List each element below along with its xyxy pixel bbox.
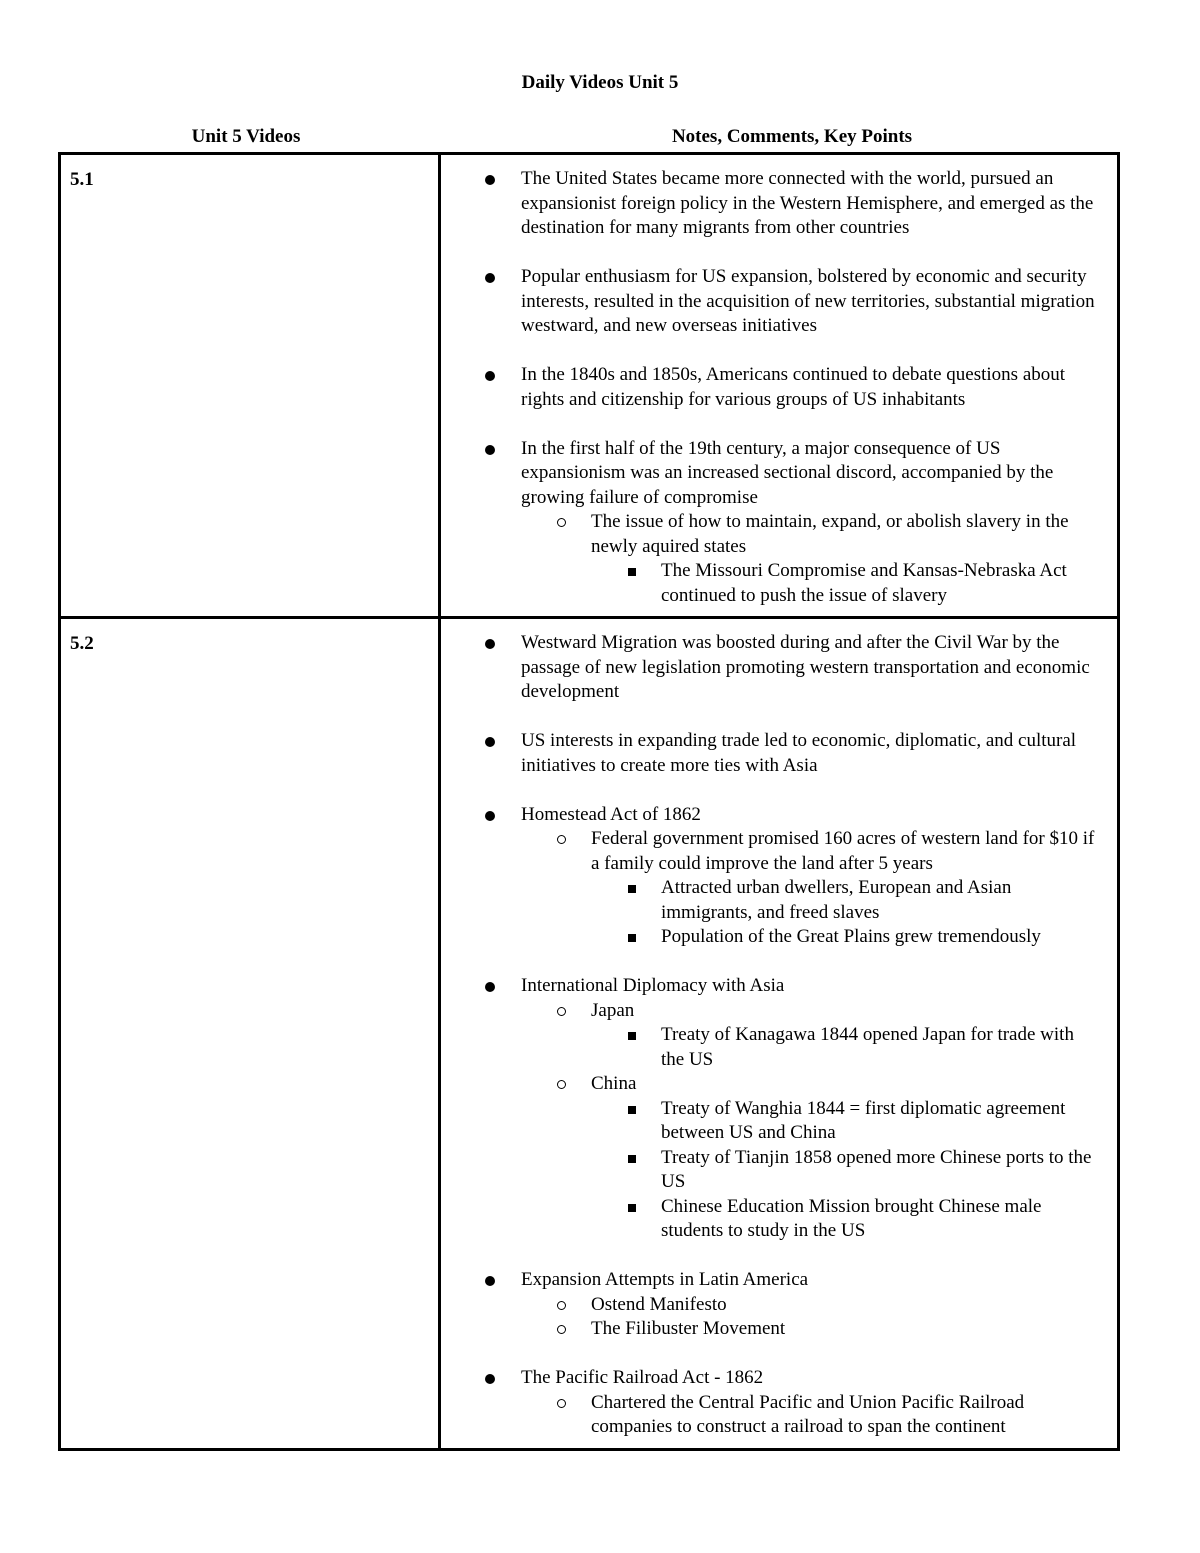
bullet-text: China [591, 1073, 637, 1094]
video-number-cell: 5.1 [60, 154, 440, 618]
bullet-item-level-2 [521, 1317, 1101, 1342]
table-row [60, 154, 1119, 618]
bullet-item-level-1 [441, 1268, 1101, 1342]
bullet-text: The Filibuster Movement [591, 1318, 786, 1339]
video-number-cell: 5.2 [60, 618, 440, 1450]
bullet-item-level-3 [591, 559, 1101, 608]
square-bullet-icon [628, 1204, 636, 1212]
column-header-videos: Unit 5 Videos [191, 126, 301, 147]
hollow-circle-bullet-icon [557, 1325, 566, 1334]
bullet-text: The issue of how to maintain, expand, or abolish slavery in the newly aquired states [591, 511, 1069, 557]
bullet-item-level-1 [441, 803, 1101, 950]
bullet-item-level-2 [521, 510, 1101, 608]
square-bullet-icon [628, 1032, 636, 1040]
bullet-text: US interests in expanding trade led to economic, diplomatic, and cultural initiatives to create more ties with Asia [521, 730, 1077, 776]
bullet-text: Attracted urban dwellers, European and Asian immigrants, and freed slaves [661, 877, 1012, 923]
filled-circle-bullet-icon [485, 175, 495, 185]
square-bullet-icon [628, 568, 636, 576]
bullet-text: The Pacific Railroad Act - 1862 [521, 1367, 764, 1388]
bullet-item-level-1 [441, 729, 1101, 778]
bullet-item-level-1 [441, 437, 1101, 609]
bullet-item-level-2 [521, 1293, 1101, 1318]
hollow-circle-bullet-icon [557, 1301, 566, 1310]
bullet-text: Population of the Great Plains grew tremendously [661, 926, 1041, 947]
hollow-circle-bullet-icon [557, 1399, 566, 1408]
filled-circle-bullet-icon [485, 445, 495, 455]
filled-circle-bullet-icon [485, 1276, 495, 1286]
hollow-circle-bullet-icon [557, 835, 566, 844]
bullet-item-level-3 [591, 1146, 1101, 1195]
bullet-text: International Diplomacy with Asia [521, 975, 785, 996]
filled-circle-bullet-icon [485, 639, 495, 649]
bullet-item-level-2 [521, 1391, 1101, 1440]
bullet-item-level-2 [521, 999, 1101, 1073]
bullet-item-level-1 [441, 167, 1101, 241]
square-bullet-icon [628, 1106, 636, 1114]
bullet-text: Westward Migration was boosted during and after the Civil War by the passage of new legislation promoting western transportation and economic development [521, 632, 1090, 702]
filled-circle-bullet-icon [485, 811, 495, 821]
bullet-item-level-1 [441, 363, 1101, 412]
bullet-text: In the first half of the 19th century, a major consequence of US expansionism was an increased sectional discord, accompanied by the growing failure of compromise [521, 437, 1054, 508]
square-bullet-icon [628, 934, 636, 942]
bullet-text: Homestead Act of 1862 [521, 803, 701, 825]
bullet-item-level-2 [521, 827, 1101, 950]
bullet-item-level-1 [441, 631, 1101, 705]
bullet-text: Expansion Attempts in Latin America [521, 1269, 809, 1290]
hollow-circle-bullet-icon [557, 1080, 566, 1089]
bullet-text: Treaty of Tianjin 1858 opened more Chinese ports to the US [661, 1146, 1092, 1192]
hollow-circle-bullet-icon [557, 518, 566, 527]
square-bullet-icon [628, 885, 636, 893]
bullet-item-level-3 [591, 1023, 1101, 1072]
bullet-item-level-2 [521, 1072, 1101, 1244]
document-title: Daily Videos Unit 5 [521, 72, 679, 93]
bullet-item-level-3 [591, 1097, 1101, 1146]
filled-circle-bullet-icon [485, 273, 495, 283]
bullet-item-level-1 [441, 974, 1101, 1244]
filled-circle-bullet-icon [485, 371, 495, 381]
bullet-text: Federal government promised 160 acres of western land for $10 if a family could improve the land after 5 years [591, 828, 1095, 874]
filled-circle-bullet-icon [485, 737, 495, 747]
filled-circle-bullet-icon [485, 1374, 495, 1384]
bullet-item-level-3 [591, 925, 1101, 950]
bullet-item-level-3 [591, 876, 1101, 925]
table-row [60, 618, 1119, 1450]
bullet-text: The United States became more connected with the world, pursued an expansionist foreign policy in the Western Hemisphere, and emerged as the destination for many migrants from other countries [521, 168, 1094, 238]
notes-cell [440, 154, 1119, 618]
hollow-circle-bullet-icon [557, 1007, 566, 1016]
bullet-text: Treaty of Kanagawa 1844 opened Japan for trade with the US [661, 1024, 1074, 1070]
bullet-text: In the 1840s and 1850s, Americans continued to debate questions about rights and citizenship for various groups of US inhabitants [521, 364, 1066, 410]
bullet-text: Chinese Education Mission brought Chinese male students to study in the US [661, 1195, 1042, 1241]
bullet-text: Popular enthusiasm for US expansion, bolstered by economic and security interests, resulted in the acquisition of new territories, substantial migration westward, and new overseas initiatives [521, 266, 1095, 336]
bullet-item-level-1 [441, 1366, 1101, 1440]
bullet-item-level-1 [441, 265, 1101, 339]
bullet-text: Treaty of Wanghia 1844 = first diplomatic agreement between US and China [661, 1097, 1066, 1143]
bullet-text: Ostend Manifesto [591, 1293, 727, 1315]
bullet-text: Japan [591, 999, 635, 1021]
bullet-text: Chartered the Central Pacific and Union Pacific Railroad companies to construct a railroad to span the continent [591, 1391, 1025, 1437]
column-header-notes: Notes, Comments, Key Points [671, 126, 913, 147]
bullet-item-level-3 [591, 1195, 1101, 1244]
bullet-text: The Missouri Compromise and Kansas-Nebraska Act continued to push the issue of slavery [661, 560, 1067, 606]
notes-cell [440, 618, 1119, 1450]
square-bullet-icon [628, 1155, 636, 1163]
filled-circle-bullet-icon [485, 982, 495, 992]
notes-table [58, 152, 1120, 1451]
